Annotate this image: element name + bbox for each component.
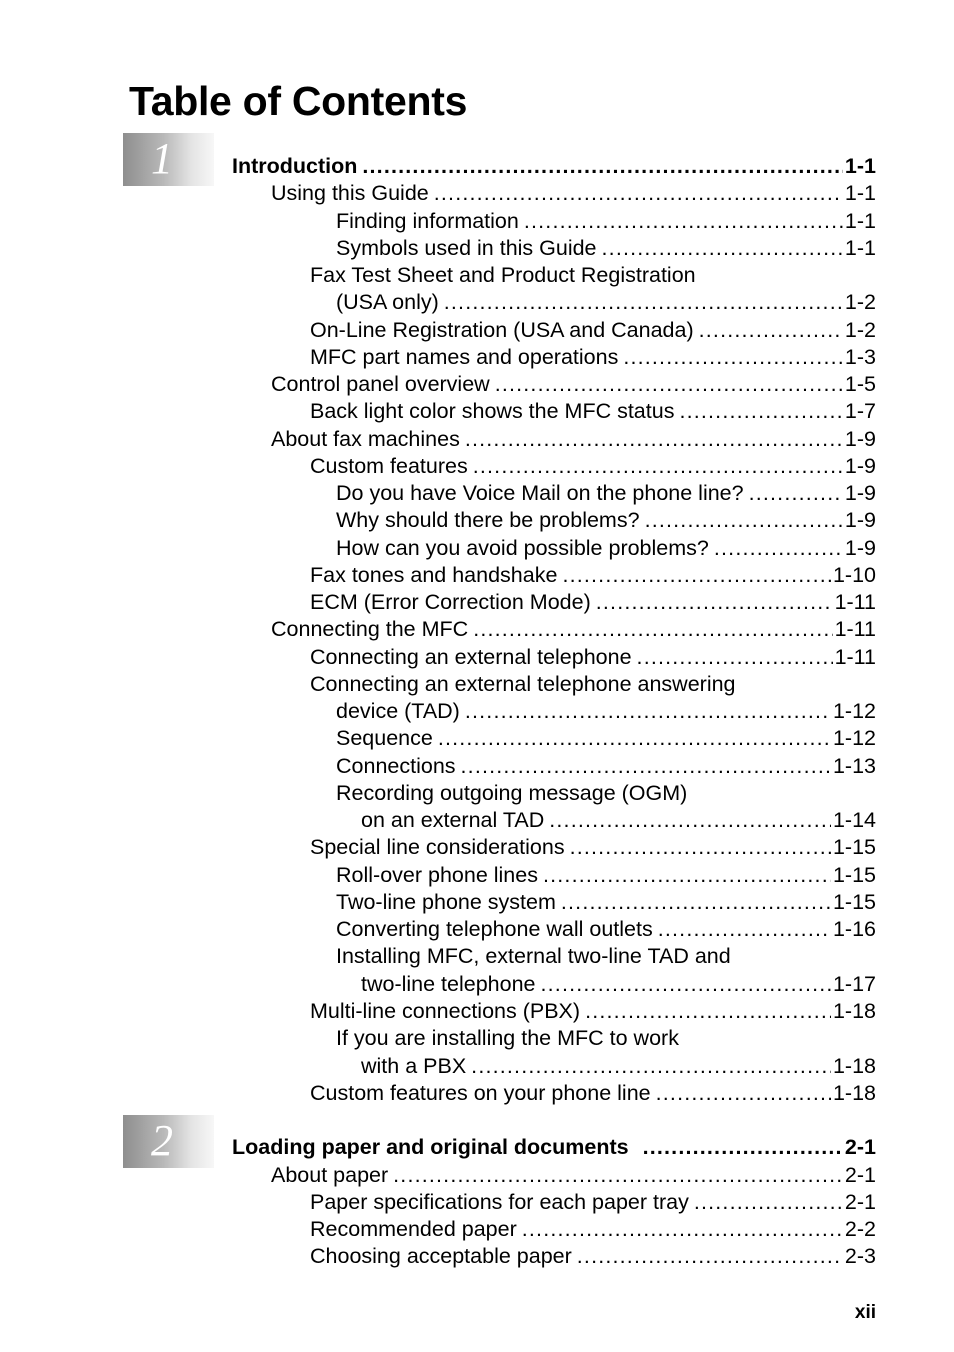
toc-entry[interactable]: Recommended paper . . . 2-2 — [310, 1216, 876, 1243]
toc-entry[interactable]: On-Line Registration (USA and Canada) . . . 1-2 — [310, 317, 876, 344]
toc-entry[interactable]: MFC part names and operations . . . 1-3 — [310, 344, 876, 371]
chapter-tab-2 — [123, 1115, 214, 1168]
toc-entry[interactable]: Roll-over phone lines . . . 1-15 — [336, 862, 876, 889]
toc-entry[interactable]: Choosing acceptable paper . . . 2-3 — [310, 1243, 876, 1270]
toc-entry[interactable]: on an external TAD . . . 1-14 — [361, 807, 876, 834]
toc-entry[interactable]: Fax tones and handshake . . . 1-10 — [310, 562, 876, 589]
toc-entry[interactable]: Symbols used in this Guide . . . 1-1 — [336, 235, 876, 262]
toc-entry[interactable]: Converting telephone wall outlets . . . 1-16 — [336, 916, 876, 943]
page-title: Table of Contents — [129, 78, 468, 124]
toc-entry[interactable]: Multi-line connections (PBX) . . . 1-18 — [310, 998, 876, 1025]
toc-entry-line: Connecting an external telephone answering — [310, 672, 736, 696]
toc-entry[interactable]: Sequence . . . 1-12 — [336, 725, 876, 752]
toc-entry[interactable]: About fax machines . . . 1-9 — [271, 426, 876, 453]
toc-entry[interactable]: Connecting an external telephone . . . 1-11 — [310, 644, 876, 671]
chapter-number: 2 — [151, 1116, 173, 1165]
toc-entry[interactable]: Do you have Voice Mail on the phone line? . . . 1-9 — [336, 480, 876, 507]
chapter-number: 1 — [151, 134, 173, 183]
toc-entry[interactable]: Paper specifications for each paper tray . . . 2-1 — [310, 1189, 876, 1216]
toc-entry-line: Recording outgoing message (OGM) — [336, 781, 688, 805]
toc-entry[interactable]: Why should there be problems? . . . 1-9 — [336, 507, 876, 534]
toc-entry[interactable]: How can you avoid possible problems? . . . 1-9 — [336, 535, 876, 562]
toc-entry[interactable]: Using this Guide . . . 1-1 — [271, 180, 876, 207]
page-number: xii — [854, 1302, 876, 1323]
toc-entry[interactable]: Finding information . . . 1-1 — [336, 208, 876, 235]
toc-entry[interactable]: Custom features on your phone line . . . 1-18 — [310, 1080, 876, 1107]
toc-entry[interactable]: Back light color shows the MFC status . . . 1-7 — [310, 398, 876, 425]
toc-chapter-heading[interactable]: Loading paper and original documents . . . 2-1 — [232, 1134, 876, 1161]
toc-entry[interactable]: two-line telephone . . . 1-17 — [361, 971, 876, 998]
toc-entry[interactable]: Control panel overview . . . 1-5 — [271, 371, 876, 398]
toc-entry[interactable]: with a PBX . . . 1-18 — [361, 1053, 876, 1080]
toc-entry[interactable]: device (TAD) . . . 1-12 — [336, 698, 876, 725]
toc-entry[interactable]: Two-line phone system . . . 1-15 — [336, 889, 876, 916]
toc-chapter-heading[interactable]: Introduction . . . 1-1 — [232, 153, 876, 180]
toc-entry[interactable]: Special line considerations . . . 1-15 — [310, 834, 876, 861]
toc-entry[interactable]: About paper . . . 2-1 — [271, 1162, 876, 1189]
toc-entry[interactable]: ECM (Error Correction Mode) . . . 1-11 — [310, 589, 876, 616]
toc-entry-line: If you are installing the MFC to work — [336, 1026, 679, 1050]
toc-entry-line: Installing MFC, external two-line TAD and — [336, 944, 731, 968]
toc-entry[interactable]: (USA only) . . . 1-2 — [336, 289, 876, 316]
toc-entry[interactable]: Connecting the MFC . . . 1-11 — [271, 616, 876, 643]
toc-entry-line: Fax Test Sheet and Product Registration — [310, 263, 696, 287]
toc-entry[interactable]: Connections . . . 1-13 — [336, 753, 876, 780]
chapter-tab-1 — [123, 133, 214, 186]
toc-entry[interactable]: Custom features . . . 1-9 — [310, 453, 876, 480]
